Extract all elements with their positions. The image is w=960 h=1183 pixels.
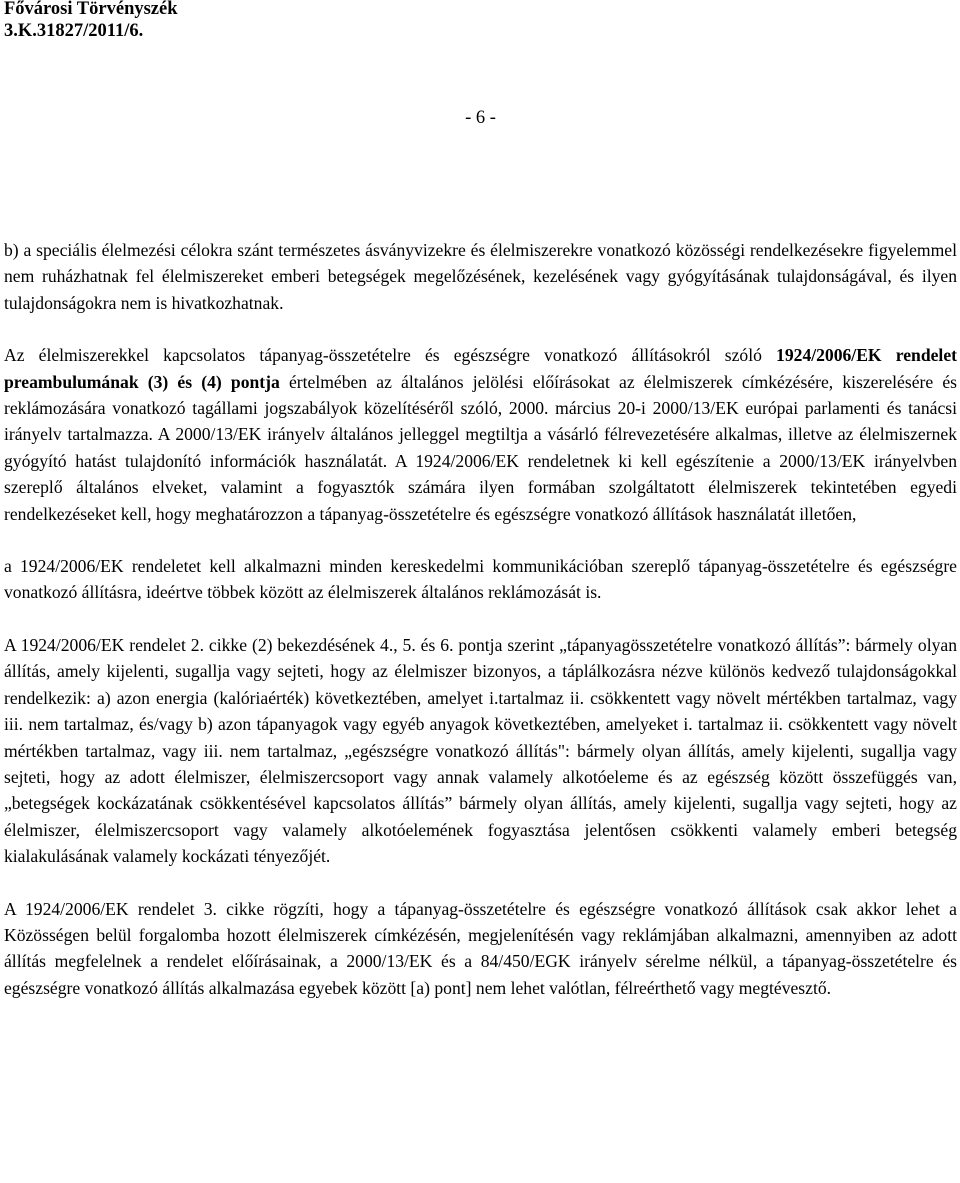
- paragraph-5: A 1924/2006/EK rendelet 3. cikke rögzíti, hogy a tápanyag-összetételre és egészségre vonatkozó állítások csak akkor lehet a Közösségen belül forgalomba hozott élelmiszerek címkézésén, megjelenítésén vagy reklámjában alkalmazni, amennyiben az adott állítás megfelelnek a rendelet előírásainak, a 2000/13/EK és a 84/450/EGK irányelv sérelme nélkül, a tápanyag-összetételre és egészségre vonatkozó állítás alkalmazása egyebek között [a) pont] nem lehet valótlan, félreérthető vagy megtévesztő.: [4, 898, 957, 998]
- paragraph-2: [4, 342, 957, 527]
- paragraph-3: a 1924/2006/EK rendeletet kell alkalmazni minden kereskedelmi kommunikációban szereplő tápanyag-összetételre és egészségre vonatkozó állításra, ideértve többek között az élelmiszerek általános reklámozását is.: [4, 556, 957, 603]
- paragraph-1: b) a speciális élelmezési célokra szánt természetes ásványvizekre és élelmiszerekre vonatkozó közösségi rendelkezésekre figyelemmel nem ruházhatnak fel élelmiszereket emberi betegségek megelőzésének, kezelésének vagy gyógyításának tulajdonságával, és ilyen tulajdonságokra nem is hivatkozhatnak.: [4, 240, 957, 313]
- paragraph-2-bold-reference: 1924/2006/EK rendelet preambulumának (3) és (4) pontja: [4, 345, 957, 392]
- page-number: - 6 -: [465, 108, 496, 128]
- case-number: 3.K.31827/2011/6.: [4, 21, 144, 41]
- document-header: [4, 0, 957, 42]
- paragraph-2-rest: értelmében az általános jelölési előírásokat az élelmiszerek címkézésére, kiszerelésére és reklámozására vonatkozó tagállami jogszabályok közelítéséről szóló, 2000. március 20-i 2000/13/EK európai parlamenti és tanácsi irányelv tartalmazza. A 2000/13/EK irányelv általános jelleggel megtiltja a vásárló félrevezetésére alkalmas, illetve az élelmiszernek gyógyító hatást tulajdonító információk használatát. A 1924/2006/EK rendeletnek ki kell egészítenie a 2000/13/EK irányelvben szereplő általános elveket, valamint a fogyasztók számára ilyen formában szolgáltatott élelmiszerek tekintetében egyedi rendelkezéseket kell, hogy meghatározzon a tápanyag-összetételre és egészségre vonatkozó állítások használatát illetően,: [4, 371, 957, 524]
- paragraph-4: A 1924/2006/EK rendelet 2. cikke (2) bekezdésének 4., 5. és 6. pontja szerint „tápanyagösszetételre vonatkozó állítás”: bármely olyan állítás, amely kijelenti, sugallja vagy sejteti, hogy az élelmiszer bizonyos, a táplálkozásra nézve különös kedvező tulajdonságokkal rendelkezik: a) azon energia (kalóriaérték) következtében, amelyet i.tartalmaz ii. csökkentett vagy növelt mértékben tartalmaz, vagy iii. nem tartalmaz, és/vagy b) azon tápanyagok vagy egyéb anyagok következtében, amelyeket i. tartalmaz ii. csökkentett vagy növelt mértékben tartalmaz, vagy iii. nem tartalmaz, „egészségre vonatkozó állítás": bármely olyan állítás, amely kijelenti, sugallja vagy sejteti, hogy az adott élelmiszer, élelmiszercsoport vagy annak valamely alkotóeleme és az egészség között összefüggés van, „betegségek kockázatának csökkentésével kapcsolatos állítás” bármely olyan állítás, amely kijelenti, sugallja vagy sejteti, hogy az élelmiszer, élelmiszercsoport vagy valamely alkotóelemének fogyasztása jelentősen csökkenti valamely emberi betegség kialakulásának valamely kockázati tényezőjét.: [4, 634, 957, 867]
- paragraph-2-intro: Az élelmiszerekkel kapcsolatos tápanyag-összetételre és egészségre vonatkozó állításokról szóló: [4, 345, 777, 366]
- court-name: Fővárosi Törvényszék: [4, 0, 178, 19]
